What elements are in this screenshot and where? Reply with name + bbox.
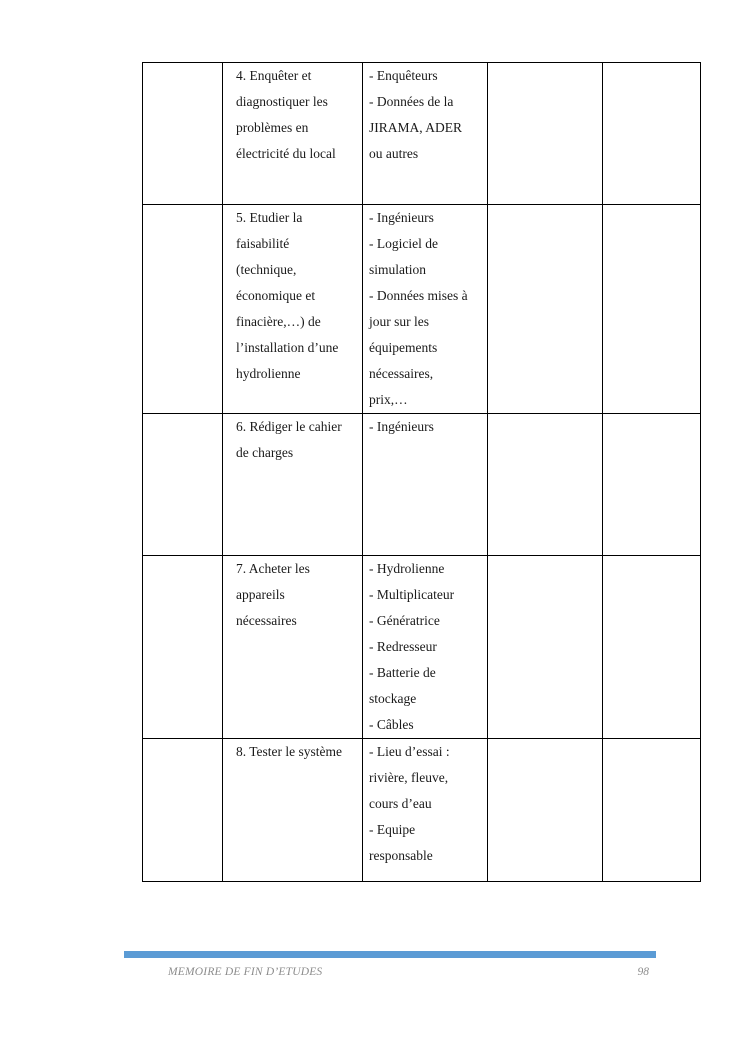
- activity-line: de charges: [236, 445, 294, 460]
- empty-cell: [488, 63, 603, 205]
- activity-line: diagnostiquer les: [236, 94, 328, 109]
- activity-line: électricité du local: [236, 146, 336, 161]
- activity-table: [142, 62, 701, 882]
- empty-cell: [143, 205, 223, 414]
- resource-line: - Redresseur: [369, 639, 437, 654]
- resource-line: - Lieu d’essai :: [369, 744, 450, 759]
- activity-cell: [223, 556, 363, 739]
- table-row: [143, 739, 701, 882]
- activity-line: l’installation d’une: [236, 340, 339, 355]
- resources-cell: [363, 739, 488, 882]
- resource-line: rivière, fleuve,: [369, 770, 449, 785]
- activity-line: (technique,: [236, 262, 297, 277]
- footer-title: MEMOIRE DE FIN D’ETUDES: [168, 966, 323, 978]
- empty-cell: [143, 63, 223, 205]
- activity-line: finacière,…) de: [236, 314, 321, 329]
- resource-line: JIRAMA, ADER: [369, 120, 463, 135]
- footer-bar: [124, 951, 656, 958]
- table-row: [143, 414, 701, 556]
- empty-cell: [143, 414, 223, 556]
- activity-line: 8. Tester le système: [236, 744, 343, 759]
- resource-line: - Génératrice: [369, 613, 440, 628]
- table-body: [143, 63, 701, 882]
- resource-line: - Ingénieurs: [369, 419, 434, 434]
- resources-cell: [363, 414, 488, 556]
- activity-line: problèmes en: [236, 120, 309, 135]
- empty-cell: [488, 739, 603, 882]
- activity-line: nécessaires: [236, 613, 297, 628]
- empty-cell: [603, 205, 701, 414]
- resources-cell: [363, 205, 488, 414]
- resource-line: - Données de la: [369, 94, 454, 109]
- activity-cell: [223, 205, 363, 414]
- resource-line: - Equipe: [369, 822, 416, 837]
- activity-line: 7. Acheter les: [236, 561, 310, 576]
- activity-cell: [223, 739, 363, 882]
- resource-line: stockage: [369, 691, 417, 706]
- resource-line: - Enquêteurs: [369, 68, 438, 83]
- empty-cell: [143, 556, 223, 739]
- resource-line: - Données mises à: [369, 288, 468, 303]
- resource-line: - Batterie de: [369, 665, 436, 680]
- activity-line: appareils: [236, 587, 285, 602]
- resource-line: jour sur les: [369, 314, 429, 329]
- resource-line: simulation: [369, 262, 426, 277]
- resource-line: nécessaires,: [369, 366, 434, 381]
- activity-line: 5. Etudier la: [236, 210, 303, 225]
- empty-cell: [603, 414, 701, 556]
- resource-line: - Câbles: [369, 717, 414, 732]
- resource-line: ou autres: [369, 146, 419, 161]
- empty-cell: [488, 556, 603, 739]
- table-row: [143, 556, 701, 739]
- activity-cell: [223, 63, 363, 205]
- empty-cell: [603, 63, 701, 205]
- activity-line: hydrolienne: [236, 366, 301, 381]
- resource-line: - Ingénieurs: [369, 210, 434, 225]
- activity-cell: [223, 414, 363, 556]
- resource-line: prix,…: [369, 392, 408, 407]
- empty-cell: [488, 414, 603, 556]
- resource-line: responsable: [369, 848, 433, 863]
- empty-cell: [143, 739, 223, 882]
- activity-line: économique et: [236, 288, 316, 303]
- resource-line: - Multiplicateur: [369, 587, 455, 602]
- resource-line: - Logiciel de: [369, 236, 438, 251]
- table-row: [143, 63, 701, 205]
- empty-cell: [603, 556, 701, 739]
- activity-line: 6. Rédiger le cahier: [236, 419, 342, 434]
- empty-cell: [488, 205, 603, 414]
- resource-line: - Hydrolienne: [369, 561, 445, 576]
- resource-line: équipements: [369, 340, 438, 355]
- page-number: 98: [637, 966, 649, 978]
- empty-cell: [603, 739, 701, 882]
- resource-line: cours d’eau: [369, 796, 432, 811]
- table-row: [143, 205, 701, 414]
- resources-cell: [363, 63, 488, 205]
- activity-line: faisabilité: [236, 236, 290, 251]
- activity-line: 4. Enquêter et: [236, 68, 312, 83]
- resources-cell: [363, 556, 488, 739]
